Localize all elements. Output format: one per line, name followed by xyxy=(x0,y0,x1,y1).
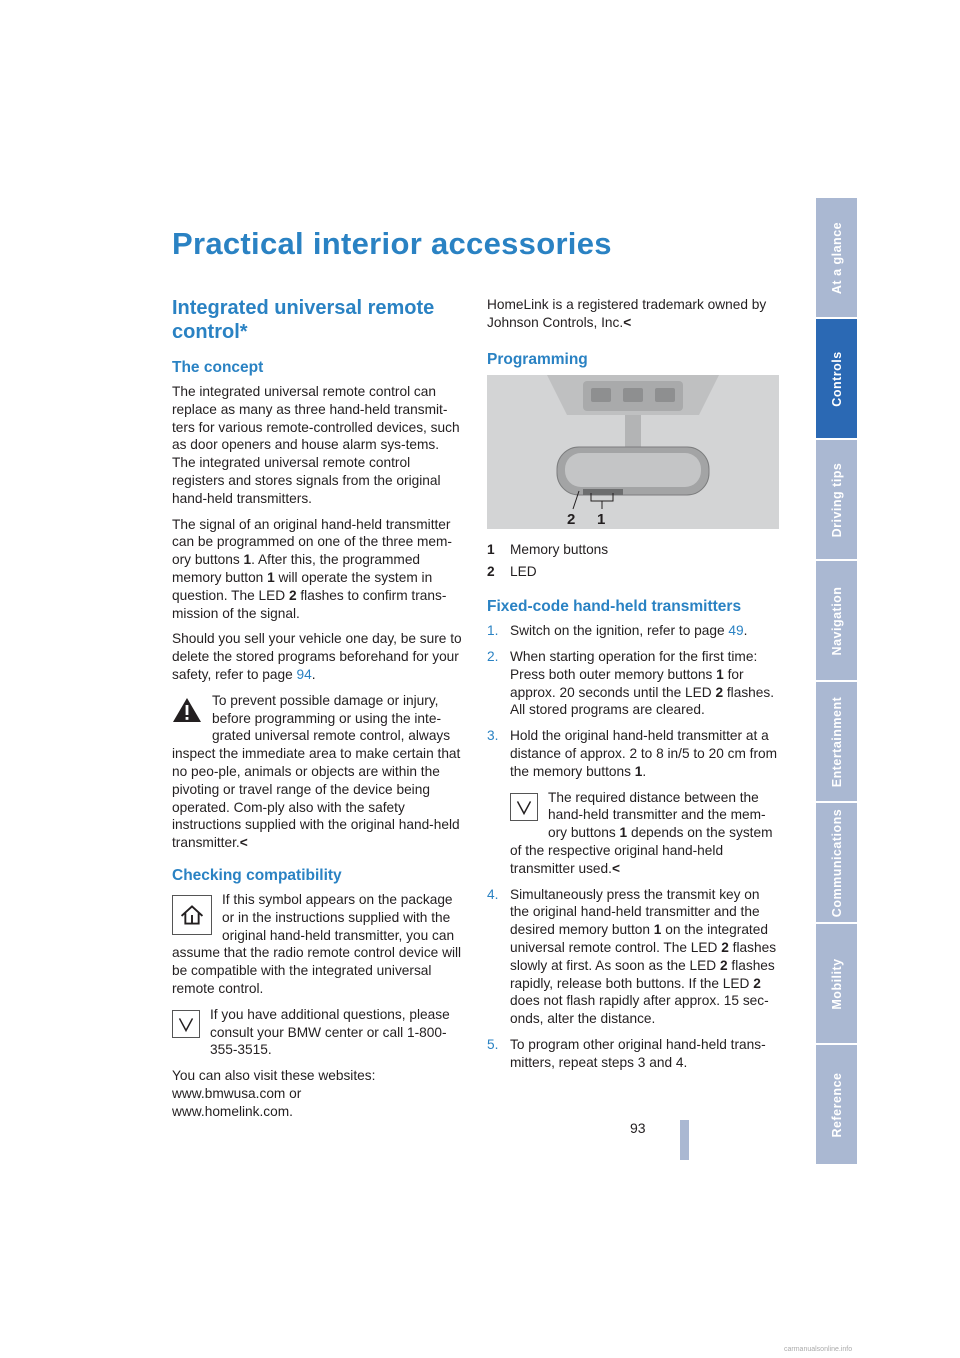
page-number: 93 xyxy=(630,1120,646,1136)
questions-note: If you have additional questions, please consult your BMW center or call 1-800-355-3515. xyxy=(172,1006,464,1059)
distance-note: The required distance between the hand-held transmitter and the mem-ory buttons 1 depends on the system of the respective original hand-held transmitter used.< xyxy=(510,789,773,876)
nav-tab-controls[interactable]: Controls xyxy=(816,319,857,438)
chapter-side-nav xyxy=(816,198,857,1166)
nav-tab-reference[interactable]: Reference xyxy=(816,1045,857,1164)
left-column xyxy=(172,296,464,1120)
legend-row-1: 1 Memory buttons xyxy=(487,541,609,557)
rearview-mirror-illustration xyxy=(487,375,779,529)
nav-tab-at-a-glance[interactable]: At a glance xyxy=(816,198,857,317)
nav-tab-entertainment[interactable]: Entertainment xyxy=(816,682,857,801)
nav-tab-mobility[interactable]: Mobility xyxy=(816,924,857,1043)
heading-checking-compatibility: Checking compatibility xyxy=(172,866,342,884)
page-link-49[interactable]: 49 xyxy=(728,623,744,639)
arrow-note-icon xyxy=(510,793,538,821)
compatibility-note: If this symbol appears on the package or in the instructions supplied with the original hand-held transmitter, you can assume that the radio remote control device will be compatible with the integrated universal remote control. xyxy=(172,891,462,996)
page-number-bar xyxy=(680,1120,689,1160)
step-3: 3. Hold the original hand-held transmitter at a distance of approx. 2 to 8 in/5 to 20 cm from the memory buttons 1. xyxy=(487,728,778,779)
trademark-note: HomeLink is a registered trademark owned by Johnson Controls, Inc.< xyxy=(487,297,767,330)
websites-line-2: www.bmwusa.com or xyxy=(172,1085,302,1101)
heading-the-concept: The concept xyxy=(172,359,264,376)
nav-tab-communications[interactable]: Communications xyxy=(816,803,857,922)
nav-tab-driving-tips[interactable]: Driving tips xyxy=(816,440,857,559)
page-link-94[interactable]: 94 xyxy=(296,666,312,682)
concept-paragraph-1: The integrated universal remote control can replace as many as three hand-held transmit-ters for various remote-controlled devices, such as door openers and house alarm sys-tems. The integrated universal remote control registers and stores signals from the original hand-held transmitters. xyxy=(172,384,460,506)
warning-note: To prevent possible damage or injury, before programming or using the inte-grated universal remote control, always inspect the immediate area to make certain that no peo-ple, animals or objects are within the pivoting or travel range of the device being operated. Com-ply also with the safety instructions supplied with the original hand-held transmitter.< xyxy=(172,692,461,851)
step-4: 4. Simultaneously press the transmit key on the original hand-held transmitter and the desired memory button 1 on the integrated universal remote control. The LED 2 flashes slowly at first. As soon as the LED 2 flashes rapidly, release both buttons. If the LED 2 does not flash rapidly after approx. 15 sec-onds, alter the distance. xyxy=(487,886,777,1027)
step-5: 5. To program other original hand-held trans-mitters, repeat steps 3 and 4. xyxy=(487,1036,766,1070)
watermark: carmanualsonline.info xyxy=(784,1346,853,1353)
websites-line-3: www.homelink.com. xyxy=(172,1103,293,1119)
nav-tab-navigation[interactable]: Navigation xyxy=(816,561,857,680)
websites-line-1: You can also visit these websites: xyxy=(172,1068,376,1084)
programming-steps xyxy=(487,622,780,780)
concept-paragraph-3: Should you sell your vehicle one day, be sure to delete the stored programs beforehand for your safety, refer to page 94. xyxy=(172,631,462,682)
concept-paragraph-2: The signal of an original hand-held transmitter can be programmed on one of the three mem-ory buttons 1. After this, the programmed memory button 1 will operate the system in question. The LED 2 flashes to confirm trans-mission of the signal. xyxy=(172,516,452,621)
figure-label-2: 2 xyxy=(567,510,576,528)
figure-label-1: 1 xyxy=(597,510,606,528)
right-column xyxy=(487,296,780,1080)
heading-fixed-code: Fixed-code hand-held transmitters xyxy=(487,598,742,616)
homelink-house-icon xyxy=(172,895,212,935)
page-title: Practical interior accessories xyxy=(172,226,612,261)
legend-row-2: 2 LED xyxy=(487,564,537,580)
arrow-note-icon xyxy=(172,1010,200,1038)
rearview-mirror-figure xyxy=(487,375,779,529)
section-heading-remote-control: Integrated universal remote control* xyxy=(172,297,435,343)
programming-steps-continued xyxy=(487,886,780,1072)
warning-triangle-icon xyxy=(172,696,202,724)
step-1: 1. Switch on the ignition, refer to page 49. xyxy=(487,623,748,639)
step-2: 2. When starting operation for the first time: Press both outer memory buttons 1 for approx. 20 seconds until the LED 2 flashes. All stored programs are cleared. xyxy=(487,648,775,718)
heading-programming: Programming xyxy=(487,350,588,368)
